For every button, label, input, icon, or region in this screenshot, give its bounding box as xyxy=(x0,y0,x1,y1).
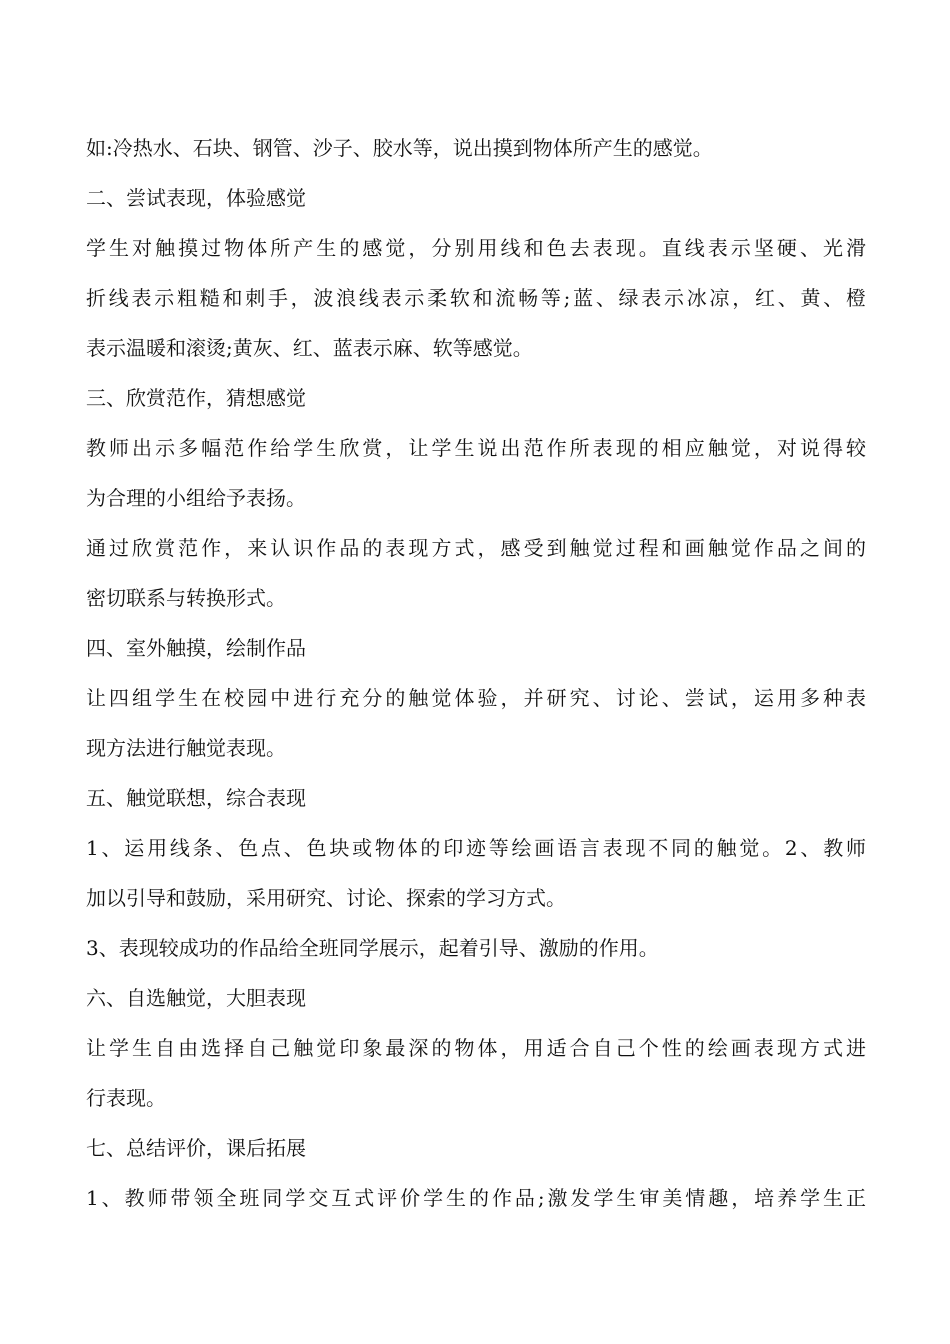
body-line: 1、运用线条、色点、色块或物体的印迹等绘画语言表现不同的触觉。2、教师 xyxy=(86,836,866,860)
body-line: 1、教师带领全班同学交互式评价学生的作品;激发学生审美情趣，培养学生正 xyxy=(86,1186,866,1210)
body-line: 3、表现较成功的作品给全班同学展示，起着引导、激励的作用。 xyxy=(86,936,659,960)
body-line: 通过欣赏范作，来认识作品的表现方式，感受到触觉过程和画触觉作品之间的 xyxy=(86,536,866,560)
body-line: 表示温暖和滚烫;黄灰、红、蓝表示麻、软等感觉。 xyxy=(86,336,533,360)
body-line: 行表现。 xyxy=(86,1086,166,1110)
body-line: 学生对触摸过物体所产生的感觉，分别用线和色去表现。直线表示坚硬、光滑 xyxy=(86,236,866,260)
body-line: 密切联系与转换形式。 xyxy=(86,586,286,610)
section-heading-2: 二、尝试表现，体验感觉 xyxy=(86,186,306,210)
body-line: 让学生自由选择自己触觉印象最深的物体，用适合自己个性的绘画表现方式进 xyxy=(86,1036,866,1060)
body-line: 折线表示粗糙和刺手，波浪线表示柔软和流畅等;蓝、绿表示冰凉，红、黄、橙 xyxy=(86,286,866,310)
body-line: 让四组学生在校园中进行充分的触觉体验，并研究、讨论、尝试，运用多种表 xyxy=(86,686,866,710)
body-line: 教师出示多幅范作给学生欣赏，让学生说出范作所表现的相应触觉，对说得较 xyxy=(86,436,866,460)
section-heading-4: 四、室外触摸，绘制作品 xyxy=(86,636,306,660)
section-heading-3: 三、欣赏范作，猜想感觉 xyxy=(86,386,306,410)
body-line: 现方法进行触觉表现。 xyxy=(86,736,286,760)
section-heading-5: 五、触觉联想，综合表现 xyxy=(86,786,306,810)
body-line: 为合理的小组给予表扬。 xyxy=(86,486,306,510)
body-line-example-materials: 如:冷热水、石块、钢管、沙子、胶水等，说出摸到物体所产生的感觉。 xyxy=(86,136,713,160)
section-heading-7: 七、总结评价，课后拓展 xyxy=(86,1136,306,1160)
body-line: 加以引导和鼓励，采用研究、讨论、探索的学习方式。 xyxy=(86,886,566,910)
section-heading-6: 六、自选触觉，大胆表现 xyxy=(86,986,306,1010)
document-body xyxy=(86,123,866,1223)
